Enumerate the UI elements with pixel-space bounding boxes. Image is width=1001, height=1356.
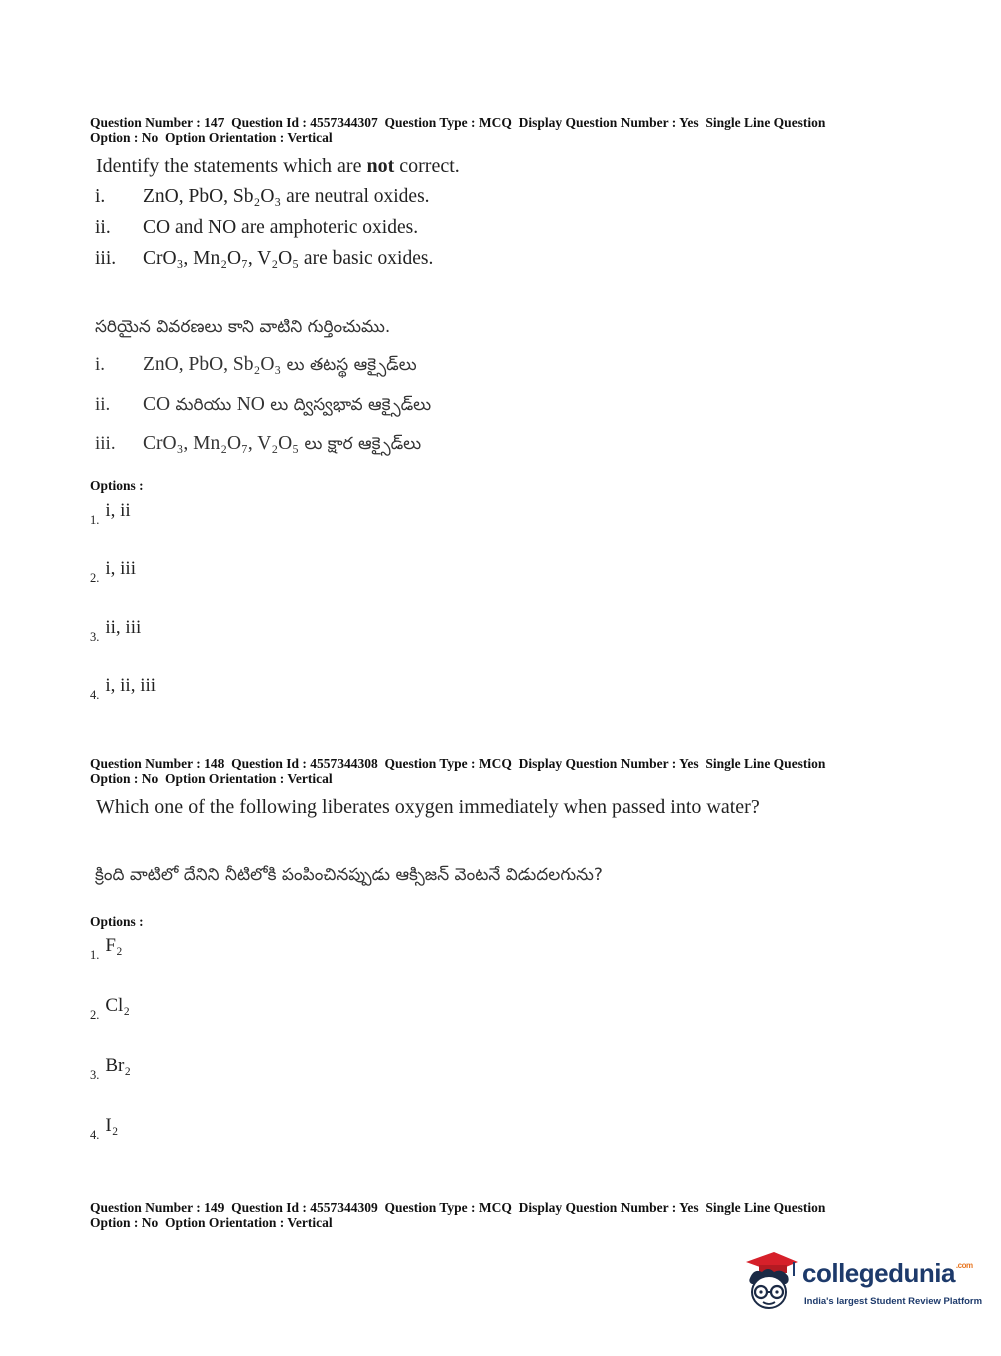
- q148-option[interactable]: [90, 935, 123, 963]
- q147-statement-te: [95, 354, 417, 379]
- option-text: i, iii: [105, 558, 136, 579]
- q147-option[interactable]: [90, 617, 141, 645]
- logo-wordmark: [802, 1258, 973, 1289]
- q149-meta: [90, 1200, 825, 1230]
- q148-meta: [90, 756, 825, 786]
- option-number: 1.: [90, 948, 100, 962]
- statement-text: CrO₃, Mn₂O₇, V₂O₅ are basic oxides.: [143, 248, 434, 269]
- q147-stem-post: correct.: [394, 155, 460, 177]
- q147-meta: [90, 115, 825, 145]
- q147-statement-te: [95, 394, 431, 419]
- q147-stem-pre: Identify the statements which are: [96, 155, 367, 177]
- option-number: 1.: [90, 513, 100, 527]
- statement-chem: CO: [143, 394, 171, 415]
- q149-meta-line2: Option : No Option Orientation : Vertical: [90, 1215, 333, 1230]
- q148-stem-te: క్రింది వాటిలో దేనిని నీటిలోకి పంపించినప్పుడు ఆక్సిజన్ వెంటనే విడుదలగును?: [95, 865, 603, 885]
- option-number: 2.: [90, 571, 100, 585]
- statement-chem: ZnO, PbO, Sb₂O₃: [143, 354, 282, 375]
- logo-dotcom: .com: [955, 1261, 973, 1270]
- logo-tagline: India's largest Student Review Platform: [804, 1296, 983, 1307]
- option-number: 3.: [90, 630, 100, 644]
- q148-option[interactable]: [90, 1115, 118, 1143]
- option-text: I₂: [105, 1115, 119, 1136]
- q147-stem-en: [96, 155, 460, 178]
- collegedunia-logo[interactable]: [740, 1248, 983, 1318]
- q147-meta-line1: Question Number : 147 Question Id : 4557344307 Question Type : MCQ Display Question Number : Yes Single Line Question: [90, 115, 826, 130]
- statement-chem: NO: [236, 394, 265, 415]
- q148-option[interactable]: [90, 995, 130, 1023]
- statement-text: లు తటస్థ ఆక్సైడ్‌లు: [286, 355, 417, 375]
- option-number: 3.: [90, 1068, 100, 1082]
- statement-numeral: i.: [95, 186, 106, 207]
- option-number: 4.: [90, 1128, 100, 1142]
- statement-numeral: iii.: [95, 248, 117, 269]
- statement-text: CO and NO are amphoteric oxides.: [143, 217, 419, 238]
- q147-stem-te: సరియైన వివరణలు కాని వాటిని గుర్తించుము.: [95, 317, 391, 337]
- statement-numeral: iii.: [95, 433, 116, 454]
- q147-statement-en: [95, 248, 433, 270]
- option-text: i, ii: [105, 500, 131, 521]
- statement-text: లు క్షార ఆక్సైడ్‌లు: [304, 434, 422, 454]
- option-text: i, ii, iii: [105, 675, 157, 696]
- q148-meta-line2: Option : No Option Orientation : Vertical: [90, 771, 333, 786]
- statement-numeral: ii.: [95, 394, 111, 415]
- statement-text: మరియు: [175, 395, 232, 415]
- statement-numeral: ii.: [95, 217, 111, 238]
- q147-statement-en: [95, 217, 418, 239]
- q148-meta-line1: Question Number : 148 Question Id : 4557344308 Question Type : MCQ Display Question Number : Yes Single Line Question: [90, 756, 826, 771]
- q147-option[interactable]: [90, 675, 156, 703]
- q147-option[interactable]: [90, 558, 136, 586]
- option-text: Cl₂: [105, 995, 130, 1016]
- statement-numeral: i.: [95, 354, 106, 375]
- q148-stem-en: Which one of the following liberates oxygen immediately when passed into water?: [96, 796, 760, 818]
- statement-chem: CrO₃, Mn₂O₇, V₂O₅: [143, 433, 300, 454]
- statement-text: ZnO, PbO, Sb₂O₃ are neutral oxides.: [143, 186, 430, 207]
- option-text: F₂: [105, 935, 123, 956]
- option-number: 2.: [90, 1008, 100, 1022]
- q149-meta-line1: Question Number : 149 Question Id : 4557344309 Question Type : MCQ Display Question Number : Yes Single Line Question: [90, 1200, 826, 1215]
- q147-meta-line2: Option : No Option Orientation : Vertical: [90, 130, 333, 145]
- q147-statement-en: [95, 186, 430, 208]
- mascot-icon: [740, 1248, 800, 1316]
- q147-stem-bold: not: [366, 155, 395, 177]
- q148-option[interactable]: [90, 1055, 131, 1083]
- q147-options-label: Options :: [90, 478, 144, 493]
- q147-statement-te: [95, 433, 421, 458]
- option-text: ii, iii: [105, 617, 142, 638]
- statement-text: లు ద్విస్వభావ ఆక్సైడ్‌లు: [270, 395, 432, 415]
- q148-options-label: Options :: [90, 914, 144, 929]
- logo-name: collegedunia: [802, 1258, 955, 1288]
- q147-option[interactable]: [90, 500, 131, 528]
- option-text: Br₂: [105, 1055, 131, 1076]
- option-number: 4.: [90, 688, 100, 702]
